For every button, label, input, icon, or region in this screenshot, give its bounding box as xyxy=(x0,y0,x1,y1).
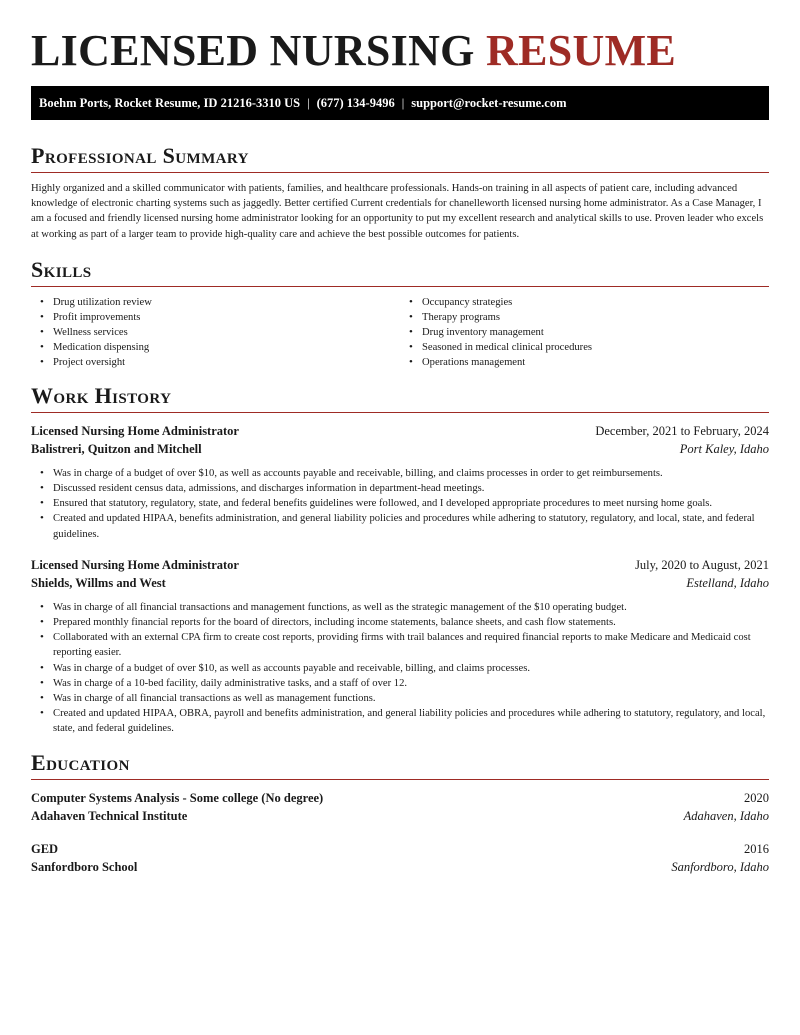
job-bullet: • Was in charge of all financial transactions as well as management functions. xyxy=(53,691,769,706)
job-header-row xyxy=(31,556,769,574)
job-company: Balistreri, Quitzon and Mitchell xyxy=(31,441,202,456)
summary-heading: Professional Summary xyxy=(31,142,769,173)
job-bullet: • Created and updated HIPAA, OBRA, payroll and benefits administration, and general liability policies and procedures while adhering to statutory, regulatory, and local, state, and federal guidelines. xyxy=(53,706,769,736)
education-location: Sanfordboro, Idaho xyxy=(671,859,769,874)
education-degree: Computer Systems Analysis - Some college (No degree) xyxy=(31,790,324,805)
education-entry xyxy=(31,840,769,876)
contact-email: support@rocket-resume.com xyxy=(411,96,567,110)
job-title: Licensed Nursing Home Administrator xyxy=(31,423,239,438)
skill-item: • Drug utilization review xyxy=(53,295,400,310)
skill-item: • Occupancy strategies xyxy=(422,295,769,310)
education-school-row xyxy=(31,807,769,825)
skill-item: • Medication dispensing xyxy=(53,340,400,355)
education-entry xyxy=(31,789,769,825)
resume-title xyxy=(31,0,769,74)
skills-column-left xyxy=(31,295,400,370)
job-bullet: • Was in charge of all financial transactions and management functions, as well as the strategic management of the $10 operating budget. xyxy=(53,600,769,615)
skill-item: • Wellness services xyxy=(53,325,400,340)
job-bullet: • Prepared monthly financial reports for the board of directors, including income statements, balance sheets, and cash flow statements. xyxy=(53,615,769,630)
job-location: Port Kaley, Idaho xyxy=(679,441,769,456)
contact-bar xyxy=(31,86,769,120)
education-degree-row xyxy=(31,789,769,807)
education-school: Adahaven Technical Institute xyxy=(31,808,188,823)
skill-item: • Seasoned in medical clinical procedures xyxy=(422,340,769,355)
job-company: Shields, Willms and West xyxy=(31,575,166,590)
education-degree-row xyxy=(31,840,769,858)
education-school: Sanfordboro School xyxy=(31,859,138,874)
job-bullets xyxy=(31,600,769,737)
job-header-row xyxy=(31,422,769,440)
job-dates: December, 2021 to February, 2024 xyxy=(595,423,769,438)
education-year: 2016 xyxy=(744,841,769,856)
job-bullets xyxy=(31,466,769,542)
skill-item: • Profit improvements xyxy=(53,310,400,325)
education-heading: Education xyxy=(31,749,769,780)
job-bullet: • Was in charge of a 10-bed facility, daily administrative tasks, and a staff of over 12. xyxy=(53,676,769,691)
job-location: Estelland, Idaho xyxy=(686,575,769,590)
job-bullet: • Discussed resident census data, admissions, and discharges information in department-head meetings. xyxy=(53,481,769,496)
education-year: 2020 xyxy=(744,790,769,805)
skill-item: • Project oversight xyxy=(53,355,400,370)
job-company-row xyxy=(31,574,769,592)
contact-separator: | xyxy=(401,96,405,110)
contact-phone: (677) 134-9496 xyxy=(316,96,395,110)
skills-heading: Skills xyxy=(31,256,769,287)
education-degree: GED xyxy=(31,841,59,856)
skill-item: • Drug inventory management xyxy=(422,325,769,340)
job-entry xyxy=(31,422,769,542)
title-main: LICENSED NURSING xyxy=(31,26,475,75)
job-bullet: • Was in charge of a budget of over $10, as well as accounts payable and receivable, billing, and claims processes in order to get reimbursements. xyxy=(53,466,769,481)
job-dates: July, 2020 to August, 2021 xyxy=(635,557,769,572)
skill-item: • Operations management xyxy=(422,355,769,370)
job-bullet: • Collaborated with an external CPA firm to create cost reports, providing firms with trail balances and required financial reports to make Medicare and Medicaid cost reporting easier. xyxy=(53,630,769,660)
job-title: Licensed Nursing Home Administrator xyxy=(31,557,239,572)
skill-item: • Therapy programs xyxy=(422,310,769,325)
title-accent: RESUME xyxy=(486,26,677,75)
job-entry xyxy=(31,556,769,737)
contact-separator: | xyxy=(307,96,310,110)
skills-column-right xyxy=(400,295,769,370)
education-location: Adahaven, Idaho xyxy=(683,808,769,823)
education-school-row xyxy=(31,858,769,876)
job-bullet: • Created and updated HIPAA, benefits administration, and general liability policies and procedures while adhering to statutory, regulatory, and local, state, and federal guidelines. xyxy=(53,511,769,541)
work-history-heading: Work History xyxy=(31,382,769,413)
job-bullet: • Was in charge of a budget of over $10, as well as accounts payable and receivable, billing, and claims processes. xyxy=(53,661,769,676)
skills-list xyxy=(31,295,769,370)
job-bullet: • Ensured that statutory, regulatory, state, and federal benefits guidelines were followed, and I developed appropriate procedures to meet nursing home goals. xyxy=(53,496,769,511)
summary-text: Highly organized and a skilled communicator with patients, families, and healthcare professionals. Hands-on training in all aspects of patient care, including advanced knowledge of electronic charting systems such as jaggedly. Better certified Current credentials for chanelleworth licensed nursing home administrator. As a Case Manager, I am a focused and friendly licensed nursing home administrator looking for an opportunity to put my excellent research and analytical skills to use. Proven leader who excels at working as part of a larger team to provide high-quality care and achieve the best possible outcomes for patients. xyxy=(31,183,764,240)
job-company-row xyxy=(31,440,769,458)
contact-address: Boehm Ports, Rocket Resume, ID 21216-3310 US xyxy=(39,96,301,110)
